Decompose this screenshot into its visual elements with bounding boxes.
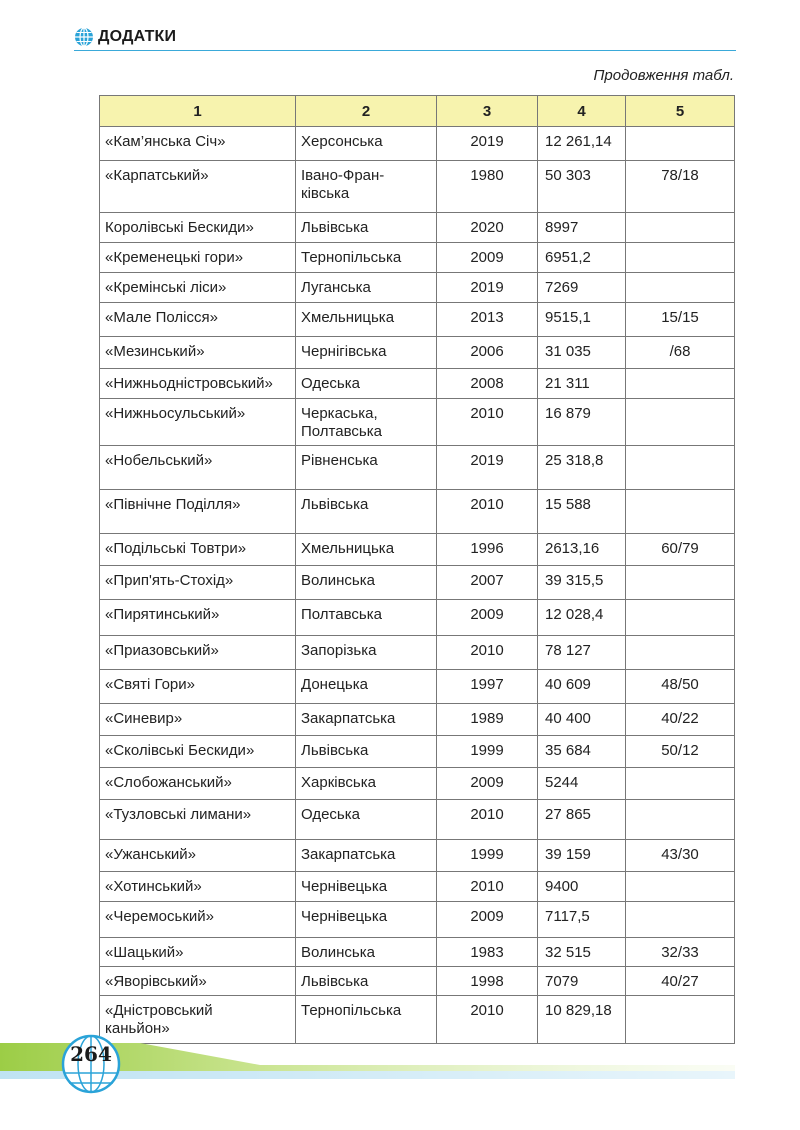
year-cell: 2010 <box>437 636 538 670</box>
ratio-cell <box>626 902 735 938</box>
region-cell: Закарпатська <box>296 840 437 872</box>
ratio-cell: 78/18 <box>626 161 735 213</box>
ratio-cell: 15/15 <box>626 303 735 337</box>
reserve-name-cell: «Пирятинський» <box>100 600 296 636</box>
reserve-name-cell: «Нижньосульський» <box>100 399 296 446</box>
column-header-5: 5 <box>626 96 735 127</box>
reserve-name-cell: «Слобожанський» <box>100 768 296 800</box>
reserve-name-cell: «Шацький» <box>100 938 296 967</box>
area-cell: 9515,1 <box>538 303 626 337</box>
region-cell: Чернігівська <box>296 337 437 369</box>
table-row <box>100 303 735 337</box>
ratio-cell <box>626 636 735 670</box>
table-row <box>100 399 735 446</box>
region-cell: Тернопільська <box>296 996 437 1044</box>
table-row <box>100 736 735 768</box>
area-cell: 5244 <box>538 768 626 800</box>
year-cell: 2010 <box>437 996 538 1044</box>
table-row <box>100 490 735 534</box>
area-cell: 12 028,4 <box>538 600 626 636</box>
ratio-cell <box>626 213 735 243</box>
area-cell: 15 588 <box>538 490 626 534</box>
area-cell: 7079 <box>538 967 626 996</box>
region-cell: Волинська <box>296 938 437 967</box>
area-cell: 8997 <box>538 213 626 243</box>
reserve-name-cell: «Мезинський» <box>100 337 296 369</box>
table-row <box>100 566 735 600</box>
reserve-name-cell: «Кременецькі гори» <box>100 243 296 273</box>
region-cell: Хмельницька <box>296 303 437 337</box>
area-cell: 40 400 <box>538 704 626 736</box>
year-cell: 1980 <box>437 161 538 213</box>
ratio-cell <box>626 800 735 840</box>
reserve-name-cell: «Північне Поділля» <box>100 490 296 534</box>
area-cell: 6951,2 <box>538 243 626 273</box>
region-cell: Донецька <box>296 670 437 704</box>
year-cell: 1997 <box>437 670 538 704</box>
table-row <box>100 600 735 636</box>
ratio-cell <box>626 566 735 600</box>
region-cell: Луганська <box>296 273 437 303</box>
year-cell: 2009 <box>437 768 538 800</box>
region-cell: Волинська <box>296 566 437 600</box>
year-cell: 2013 <box>437 303 538 337</box>
year-cell: 2010 <box>437 399 538 446</box>
table-row <box>100 840 735 872</box>
ratio-cell: 60/79 <box>626 534 735 566</box>
area-cell: 27 865 <box>538 800 626 840</box>
ratio-cell <box>626 243 735 273</box>
ratio-cell: 40/27 <box>626 967 735 996</box>
area-cell: 10 829,18 <box>538 996 626 1044</box>
table-row <box>100 273 735 303</box>
region-cell: Одеська <box>296 369 437 399</box>
reserve-name-cell: «Ужанський» <box>100 840 296 872</box>
column-header-4: 4 <box>538 96 626 127</box>
header-title: ДОДАТКИ <box>98 28 177 45</box>
region-cell: Львівська <box>296 490 437 534</box>
ratio-cell: 32/33 <box>626 938 735 967</box>
year-cell: 2019 <box>437 127 538 161</box>
table-row <box>100 534 735 566</box>
table-row <box>100 161 735 213</box>
table-row <box>100 369 735 399</box>
table-row <box>100 127 735 161</box>
year-cell: 2009 <box>437 902 538 938</box>
reserve-name-cell: «Дністровський каньйон» <box>100 996 296 1044</box>
region-cell: Львівська <box>296 213 437 243</box>
area-cell: 7117,5 <box>538 902 626 938</box>
reserve-name-cell: «Черемоський» <box>100 902 296 938</box>
ratio-cell <box>626 446 735 490</box>
region-cell: Харківська <box>296 768 437 800</box>
table-row <box>100 213 735 243</box>
ratio-cell: 40/22 <box>626 704 735 736</box>
column-header-1: 1 <box>100 96 296 127</box>
year-cell: 2019 <box>437 446 538 490</box>
table-row <box>100 243 735 273</box>
area-cell: 39 159 <box>538 840 626 872</box>
reserve-name-cell: «Тузловські лимани» <box>100 800 296 840</box>
region-cell: Тернопільська <box>296 243 437 273</box>
reserve-name-cell: Королівські Бескиди» <box>100 213 296 243</box>
area-cell: 21 311 <box>538 369 626 399</box>
reserve-name-cell: «Нобельський» <box>100 446 296 490</box>
ratio-cell <box>626 600 735 636</box>
region-cell: Хмельницька <box>296 534 437 566</box>
reserve-name-cell: «Кам’янська Січ» <box>100 127 296 161</box>
area-cell: 35 684 <box>538 736 626 768</box>
ratio-cell <box>626 490 735 534</box>
reserve-name-cell: «Кремінські ліси» <box>100 273 296 303</box>
reserve-name-cell: «Сколівські Бескиди» <box>100 736 296 768</box>
area-cell: 40 609 <box>538 670 626 704</box>
area-cell: 25 318,8 <box>538 446 626 490</box>
region-cell: Чернівецька <box>296 872 437 902</box>
reserve-name-cell: «Подільські Товтри» <box>100 534 296 566</box>
data-table <box>99 95 735 1044</box>
globe-icon <box>74 27 94 47</box>
region-cell: Львівська <box>296 967 437 996</box>
year-cell: 2009 <box>437 243 538 273</box>
area-cell: 31 035 <box>538 337 626 369</box>
region-cell: Львівська <box>296 736 437 768</box>
column-header-3: 3 <box>437 96 538 127</box>
ratio-cell: /68 <box>626 337 735 369</box>
reserve-name-cell: «Мале Полісся» <box>100 303 296 337</box>
year-cell: 2008 <box>437 369 538 399</box>
table-row <box>100 636 735 670</box>
reserve-name-cell: «Приазовський» <box>100 636 296 670</box>
area-cell: 78 127 <box>538 636 626 670</box>
table-row <box>100 967 735 996</box>
region-cell: Рівненська <box>296 446 437 490</box>
table-row <box>100 670 735 704</box>
area-cell: 7269 <box>538 273 626 303</box>
table-row <box>100 768 735 800</box>
ratio-cell <box>626 399 735 446</box>
reserve-name-cell: «Святі Гори» <box>100 670 296 704</box>
region-cell: Одеська <box>296 800 437 840</box>
year-cell: 2007 <box>437 566 538 600</box>
reserve-name-cell: «Карпатський» <box>100 161 296 213</box>
region-cell: Запорізька <box>296 636 437 670</box>
page-number: 264 <box>70 1042 112 1066</box>
region-cell: Черкаська, Полтавська <box>296 399 437 446</box>
region-cell: Івано-Фран- ківська <box>296 161 437 213</box>
year-cell: 2010 <box>437 800 538 840</box>
table-row <box>100 938 735 967</box>
year-cell: 2019 <box>437 273 538 303</box>
table-row <box>100 337 735 369</box>
year-cell: 2020 <box>437 213 538 243</box>
table-header-row <box>100 96 735 127</box>
year-cell: 2010 <box>437 490 538 534</box>
region-cell: Полтавська <box>296 600 437 636</box>
ratio-cell: 48/50 <box>626 670 735 704</box>
reserve-name-cell: «Яворівський» <box>100 967 296 996</box>
table-continuation-label: Продовження табл. <box>593 67 734 84</box>
year-cell: 1983 <box>437 938 538 967</box>
reserve-name-cell: «Прип'ять-Стохід» <box>100 566 296 600</box>
reserve-name-cell: «Хотинський» <box>100 872 296 902</box>
ratio-cell <box>626 273 735 303</box>
year-cell: 1999 <box>437 840 538 872</box>
ratio-cell <box>626 369 735 399</box>
table-row <box>100 704 735 736</box>
ratio-cell <box>626 768 735 800</box>
year-cell: 2006 <box>437 337 538 369</box>
year-cell: 1999 <box>437 736 538 768</box>
region-cell: Закарпатська <box>296 704 437 736</box>
ratio-cell <box>626 872 735 902</box>
table-row <box>100 800 735 840</box>
region-cell: Херсонська <box>296 127 437 161</box>
area-cell: 12 261,14 <box>538 127 626 161</box>
area-cell: 39 315,5 <box>538 566 626 600</box>
area-cell: 9400 <box>538 872 626 902</box>
year-cell: 2010 <box>437 872 538 902</box>
table-row <box>100 872 735 902</box>
area-cell: 16 879 <box>538 399 626 446</box>
reserve-name-cell: «Нижньодністровський» <box>100 369 296 399</box>
year-cell: 1989 <box>437 704 538 736</box>
ratio-cell: 50/12 <box>626 736 735 768</box>
table-row <box>100 902 735 938</box>
column-header-2: 2 <box>296 96 437 127</box>
section-header <box>74 26 736 51</box>
year-cell: 1996 <box>437 534 538 566</box>
ratio-cell <box>626 127 735 161</box>
area-cell: 50 303 <box>538 161 626 213</box>
area-cell: 2613,16 <box>538 534 626 566</box>
year-cell: 2009 <box>437 600 538 636</box>
reserve-name-cell: «Синевир» <box>100 704 296 736</box>
year-cell: 1998 <box>437 967 538 996</box>
table-row <box>100 446 735 490</box>
area-cell: 32 515 <box>538 938 626 967</box>
ratio-cell: 43/30 <box>626 840 735 872</box>
region-cell: Чернівецька <box>296 902 437 938</box>
